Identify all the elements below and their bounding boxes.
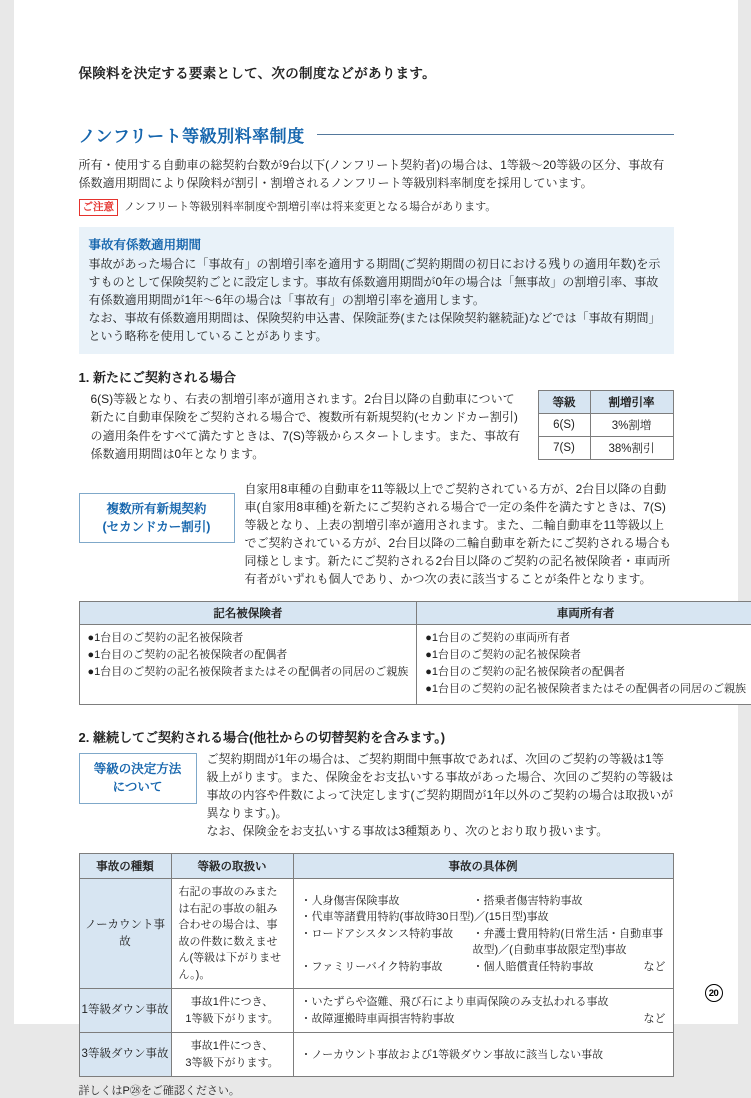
rate-cell: 38%割引 <box>590 436 673 459</box>
second-car-body <box>245 480 674 588</box>
example-item: ・代車等諸費用特約(事故時30日型)／(15日型)事故 <box>301 909 666 926</box>
coefficient-period-paragraph-2: なお、事故有係数適用期間は、保険契約申込書、保険証券(または保険契約継続証)などでは「事故有期間」という略称を使用していることがあります。 <box>89 309 664 345</box>
table-row <box>79 625 751 705</box>
table-row <box>538 436 673 459</box>
section-title-rule <box>317 134 674 135</box>
accident-type-cell: 3等級ダウン事故 <box>79 1033 171 1077</box>
example-line <box>301 926 666 959</box>
accident-examples-cell <box>293 1033 673 1077</box>
grade-decision-paragraph-2: なお、保険金をお支払いする事故は3種類あり、次のとおり取り扱います。 <box>207 822 674 840</box>
accident-examples-cell <box>293 879 673 989</box>
treatment-line: 3等級下がります。 <box>179 1055 286 1072</box>
new-contract-heading: 1. 新たにご契約される場合 <box>79 367 674 386</box>
list-item: ●1台目のご契約の記名被保険者またはその配偶者の同居のご親族 <box>88 664 409 681</box>
table-row <box>79 879 673 989</box>
accident-treatment-cell: 右記の事故のみまたは右記の事故の組み合わせの場合は、事故の件数に数えません(等級は下がりません。)。 <box>171 879 293 989</box>
renewal-heading: 2. 継続してご契約される場合(他社からの切替契約を含みます。) <box>79 727 674 746</box>
accident-treatment-cell <box>171 1033 293 1077</box>
table-row <box>79 1033 673 1077</box>
grade-decision-label-box <box>79 753 197 803</box>
page-number-badge <box>705 984 723 1002</box>
list-item: ●1台目のご契約の記名被保険者 <box>425 647 746 664</box>
example-line <box>301 893 666 910</box>
second-car-paragraph: 自家用8車種の自動車を11等級以上でご契約されている方が、2台目以降の自動車(自家用8車種)を新たにご契約される場合で一定の条件を満たすときは、7(S)等級となり、上表の割増引率が適用されます。また、二輪自動車を11等級以上でご契約されている方が、2台目以降の二輪自動車を新たにご契約される場合も同様とします。新たにご契約される2台目以降のご契約の記名被保険者・車両所有者がいずれも個人であり、かつ次の表に該当することが条件となります。 <box>245 480 674 588</box>
grade-cell: 6(S) <box>538 413 590 436</box>
accident-table-header-row <box>79 854 673 879</box>
grade-table-header-grade: 等級 <box>538 390 590 413</box>
grade-cell: 7(S) <box>538 436 590 459</box>
treatment-line: 事故1件につき、 <box>179 994 286 1011</box>
notice-badge: ご注意 <box>79 199 119 216</box>
grade-table <box>538 390 674 460</box>
list-item: ●1台目のご契約の記名被保険者またはその配偶者の同居のご親族 <box>425 681 746 698</box>
coefficient-period-title: 事故有係数適用期間 <box>89 235 664 253</box>
rate-cell: 3%割増 <box>590 413 673 436</box>
grade-decision-label-line1: 等級の決定方法 <box>86 760 190 778</box>
grade-table-header-rate: 割増引率 <box>590 390 673 413</box>
coefficient-period-box <box>79 227 674 354</box>
treatment-line: 1等級下がります。 <box>179 1011 286 1028</box>
example-item: ・故障運搬時車両損害特約事故 <box>301 1011 455 1028</box>
grade-decision-paragraph-1: ご契約期間が1年の場合は、ご契約期間中無事故であれば、次回のご契約の等級は1等級上がります。また、保険金をお支払いする事故があった場合、次回のご契約の等級は事故の内容や件数によって決定します(ご契約期間が1年以外のご契約の場合は取扱いが異なります。)。 <box>207 750 674 822</box>
treatment-line: 事故1件につき、 <box>179 1038 286 1055</box>
page-intro-heading: 保険料を決定する要素として、次の制度などがあります。 <box>79 62 674 82</box>
etc-label: など <box>638 959 666 976</box>
accident-treatment-cell <box>171 989 293 1033</box>
table-row <box>538 413 673 436</box>
section-title-row <box>79 122 674 147</box>
list-item: ●1台目のご契約の記名被保険者の配偶者 <box>88 647 409 664</box>
accident-type-cell: 1等級ダウン事故 <box>79 989 171 1033</box>
notice-text: ノンフリート等級別料率制度や割増引率は将来変更となる場合があります。 <box>124 199 496 215</box>
example-item: ・いたずらや盗難、飛び石により車両保険のみ支払われる事故 <box>301 994 666 1011</box>
example-item: ・ノーカウント事故および1等級ダウン事故に該当しない事故 <box>301 1047 666 1064</box>
accident-header-type: 事故の種類 <box>79 854 171 879</box>
grade-table-header-row <box>538 390 673 413</box>
condition-table-header-row <box>79 602 751 625</box>
example-item: ・ファミリーバイク特約事故 <box>301 959 473 976</box>
example-item: ・搭乗者傷害特約事故 <box>473 893 583 910</box>
grade-decision-row <box>79 750 674 840</box>
new-contract-row <box>79 390 674 464</box>
second-car-row <box>79 480 674 588</box>
page-number: 20 <box>709 988 719 999</box>
coefficient-period-paragraph-1: 事故があった場合に「事故有」の割増引率を適用する期間(ご契約期間の初日における残りの適用年数)を示すものとして保険契約ごとに設定します。事故有係数適用期間が0年の場合は「無事故」の割増引率、事故有係数適用期間が1年～6年の場合は「事故有」の割増引率を適用します。 <box>89 255 664 309</box>
new-contract-paragraph: 6(S)等級となり、右表の割増引率が適用されます。2台目以降の自動車について新たに自動車保険をご契約される場合で、複数所有新規契約(セカンドカー割引)の適用条件をすべて満たすときは、7(S)等級からスタートします。また、事故有係数適用期間は0年となります。 <box>79 390 526 464</box>
accident-examples-cell <box>293 989 673 1033</box>
page-content <box>79 62 674 1098</box>
example-item: ・ロードアシスタンス特約事故 <box>301 926 473 959</box>
example-line <box>301 959 666 976</box>
accident-header-treatment: 等級の取扱い <box>171 854 293 879</box>
accident-type-table <box>79 853 674 1077</box>
second-car-condition-table <box>79 601 751 705</box>
etc-label: など <box>638 1011 666 1028</box>
grade-decision-label-line2: について <box>86 778 190 796</box>
condition-header-owner: 車両所有者 <box>417 602 751 625</box>
second-car-label-box <box>79 493 235 543</box>
grade-table-wrap <box>538 390 674 464</box>
example-item: ・弁護士費用特約(日常生活・自動車事故型)／(自動車事故限定型)事故 <box>473 926 666 959</box>
footer-note: 詳しくはP㉘をご確認ください。 <box>79 1082 674 1098</box>
coefficient-period-body <box>89 255 664 345</box>
insured-conditions-cell <box>79 625 417 705</box>
owner-conditions-cell <box>417 625 751 705</box>
grade-decision-body <box>207 750 674 840</box>
list-item: ●1台目のご契約の記名被保険者の配偶者 <box>425 664 746 681</box>
example-line <box>301 1011 666 1028</box>
second-car-label-line2: (セカンドカー割引) <box>86 518 228 536</box>
accident-header-examples: 事故の具体例 <box>293 854 673 879</box>
condition-header-insured: 記名被保険者 <box>79 602 417 625</box>
notice-row <box>79 199 674 216</box>
second-car-label-line1: 複数所有新規契約 <box>86 500 228 518</box>
accident-type-cell: ノーカウント事故 <box>79 879 171 989</box>
list-item: ●1台目のご契約の車両所有者 <box>425 630 746 647</box>
section-intro-paragraph: 所有・使用する自動車の総契約台数が9台以下(ノンフリート契約者)の場合は、1等級～20等級の区分、事故有係数適用期間により保険料が割引・割増されるノンフリート等級別料率制度を採用しています。 <box>79 156 674 192</box>
example-item: ・人身傷害保険事故 <box>301 893 473 910</box>
example-item: ・個人賠償責任特約事故 <box>473 959 594 976</box>
list-item: ●1台目のご契約の記名被保険者 <box>88 630 409 647</box>
document-page <box>14 0 738 1024</box>
table-row <box>79 989 673 1033</box>
section-title: ノンフリート等級別料率制度 <box>79 122 305 147</box>
